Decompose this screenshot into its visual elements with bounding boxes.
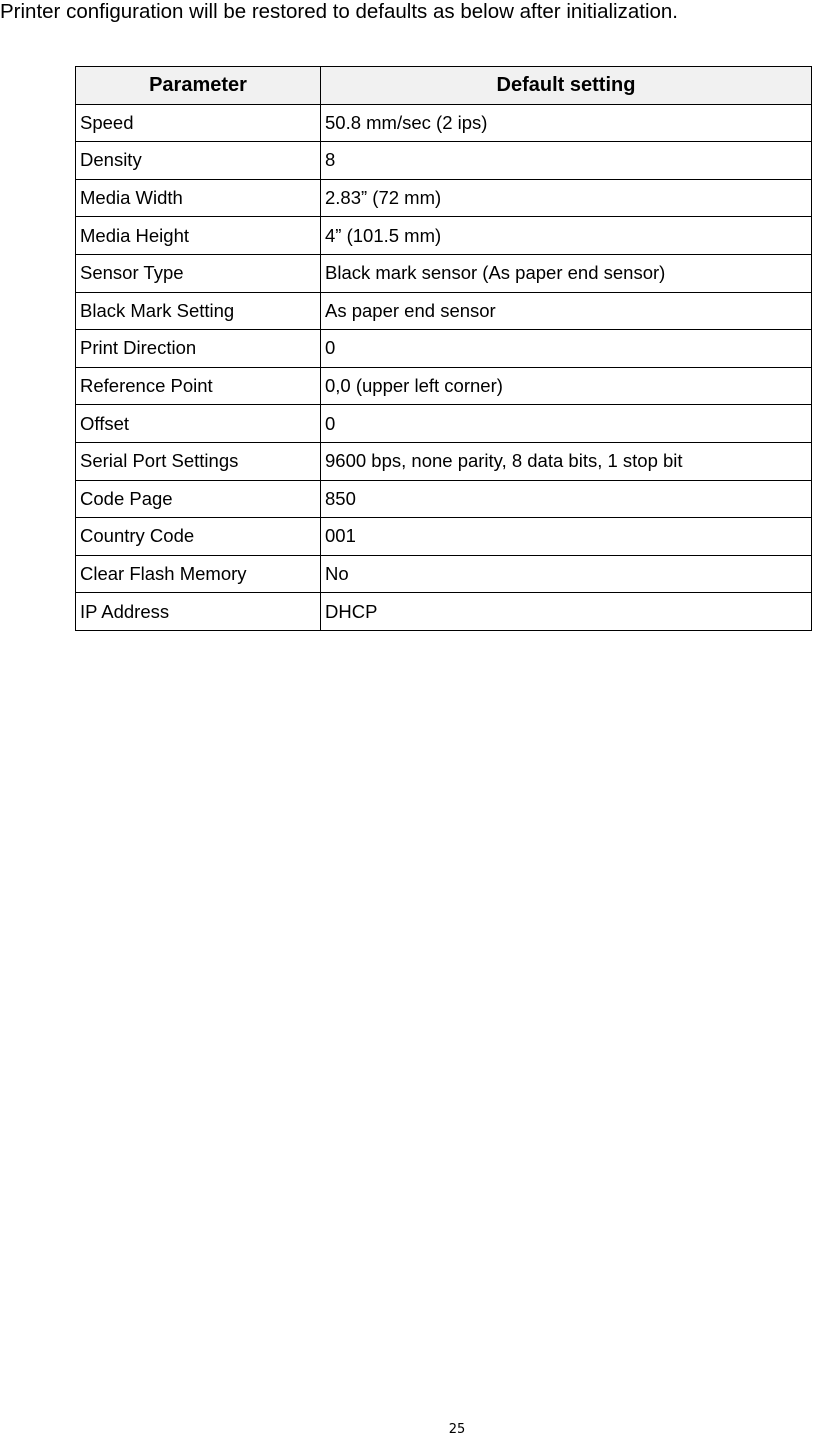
value-cell: No: [321, 555, 812, 593]
value-cell: 2.83” (72 mm): [321, 179, 812, 217]
value-cell: 0: [321, 405, 812, 443]
parameter-cell: Clear Flash Memory: [76, 555, 321, 593]
parameter-cell: Media Height: [76, 217, 321, 255]
parameter-cell: Offset: [76, 405, 321, 443]
value-cell: 4” (101.5 mm): [321, 217, 812, 255]
table-row: [76, 217, 812, 255]
value-cell: 9600 bps, none parity, 8 data bits, 1 stop bit: [321, 442, 812, 480]
parameter-cell: Speed: [76, 104, 321, 142]
table-row: [76, 442, 812, 480]
value-cell: 001: [321, 518, 812, 556]
parameter-cell: Sensor Type: [76, 254, 321, 292]
page-number: 25: [448, 1422, 466, 1437]
default-settings-table: [75, 66, 812, 631]
header-default-setting: Default setting: [321, 67, 812, 105]
table-row: [76, 480, 812, 518]
table-row: [76, 518, 812, 556]
table-row: [76, 367, 812, 405]
value-cell: 8: [321, 142, 812, 180]
table-row: [76, 254, 812, 292]
table-row: [76, 292, 812, 330]
parameter-cell: Black Mark Setting: [76, 292, 321, 330]
intro-paragraph: Printer configuration will be restored to defaults as below after initialization.: [0, 0, 678, 23]
parameter-cell: Code Page: [76, 480, 321, 518]
parameter-cell: Media Width: [76, 179, 321, 217]
value-cell: 0: [321, 330, 812, 368]
table-row: [76, 104, 812, 142]
value-cell: DHCP: [321, 593, 812, 631]
parameter-cell: Country Code: [76, 518, 321, 556]
value-cell: Black mark sensor (As paper end sensor): [321, 254, 812, 292]
table-row: [76, 330, 812, 368]
table-row: [76, 142, 812, 180]
value-cell: As paper end sensor: [321, 292, 812, 330]
parameter-cell: IP Address: [76, 593, 321, 631]
value-cell: 0,0 (upper left corner): [321, 367, 812, 405]
table-row: [76, 179, 812, 217]
parameter-cell: Serial Port Settings: [76, 442, 321, 480]
parameter-cell: Reference Point: [76, 367, 321, 405]
value-cell: 850: [321, 480, 812, 518]
table-row: [76, 405, 812, 443]
parameter-cell: Print Direction: [76, 330, 321, 368]
header-parameter: Parameter: [76, 67, 321, 105]
table-row: [76, 555, 812, 593]
table-row: [76, 593, 812, 631]
parameter-cell: Density: [76, 142, 321, 180]
table-header-row: [76, 67, 812, 105]
value-cell: 50.8 mm/sec (2 ips): [321, 104, 812, 142]
